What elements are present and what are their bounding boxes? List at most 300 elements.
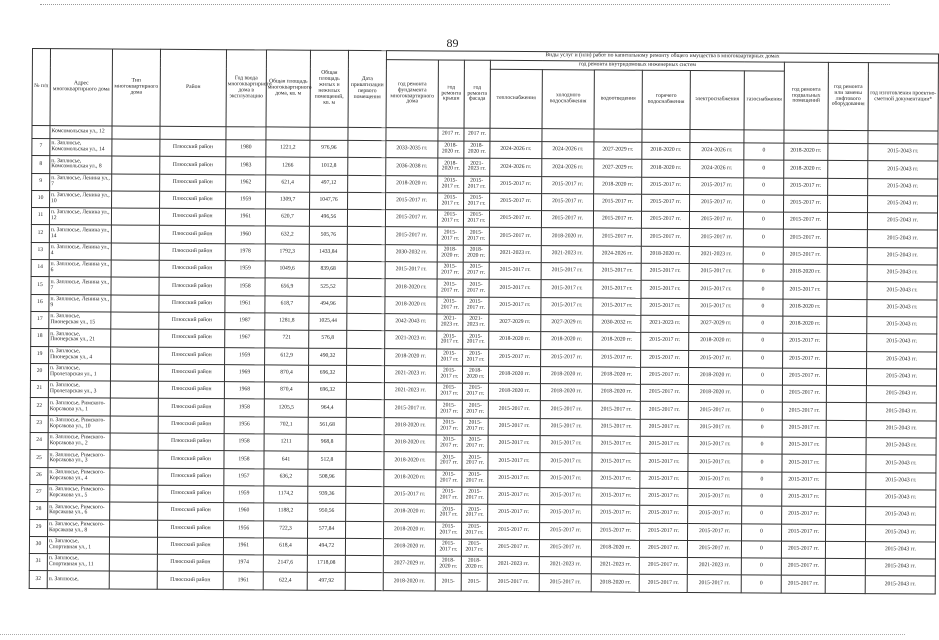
row-roof: 2015-2017 гг. [437,349,463,366]
row-roof: 2018-2020 гг. [435,556,461,573]
row-drainage: 2030-2032 гг. [593,315,641,333]
row-type [110,468,158,486]
row-heating: 2015-2017 гг. [489,262,541,280]
row-heating: 2027-2029 гг. [489,314,541,332]
row-year-built: 1958 [224,399,264,417]
row-facade: 2015-2017 гг. [461,539,487,556]
header-elevator: год ремонта или замены лифтового оборудования [828,62,868,130]
row-drainage: 2015-2017 гг. [592,522,640,540]
row-hot-water: 2015-2017 гг. [640,367,688,385]
row-type [111,312,159,330]
row-gas: 0 [741,558,781,576]
row-total-area: 612,9 [265,347,309,365]
row-elevator [827,213,867,231]
row-heating: 2015-2017 гг. [488,487,540,505]
row-year-built: 1974 [223,555,263,573]
row-roof: 2015-2017 гг. [436,383,462,400]
row-elevator [827,334,867,352]
row-cold-water: 2024-2026 гг. [542,159,594,177]
row-basement [784,130,828,143]
row-elevator [826,507,866,525]
row-district: Плюсский район [157,537,223,555]
row-facade: 2018-2020 гг. [461,556,487,573]
row-year-built: 1960 [224,503,264,521]
row-privatization [348,140,386,158]
row-year-built: 1980 [226,140,266,158]
bottom-dotted-rule [0,634,905,635]
row-privatization [347,244,385,262]
row-total-area: 870,4 [264,365,308,383]
row-privatization [347,331,385,349]
row-drainage: 2018-2020 гг. [594,177,642,195]
row-number: 19 [31,346,49,363]
row-drainage: 2015-2017 гг. [592,505,640,523]
row-drainage: 2015-2017 гг. [592,488,640,506]
row-elevator [828,178,868,196]
row-hot-water: 2015-2017 гг. [641,298,689,316]
row-hot-water: 2021-2023 гг. [641,315,689,333]
row-heating: 2015-2017 гг. [488,470,540,488]
row-basement: 2015-2017 гг. [783,333,827,351]
row-cold-water: 2018-2020 гг. [541,332,593,350]
row-gas: 0 [743,264,783,282]
row-number: 31 [29,554,47,571]
row-docs: 2015-2043 гг. [865,576,935,594]
row-number: 12 [31,225,49,242]
row-electric: 2015-2017 гг. [688,402,742,420]
row-cold-water: 2015-2017 гг. [541,280,593,298]
row-district: Плюсский район [160,174,226,192]
row-type [111,260,159,278]
row-hot-water: 2015-2017 гг. [641,229,689,247]
row-address: п. Заплюсье, Пионерская ул., 4 [49,346,111,364]
row-district: Плюсский район [158,416,224,434]
row-hot-water: 2015-2017 гг. [640,505,688,523]
row-electric: 2015-2017 гг. [689,350,743,368]
row-hot-water: 2018-2020 гг. [642,160,690,178]
row-electric: 2015-2017 гг. [688,471,742,489]
row-drainage: 2021-2023 гг. [591,557,639,575]
header-hot-water: горячего водоснабжения [642,70,690,129]
row-cold-water: 2015-2017 гг. [539,539,591,557]
header-roof: год ремонта крыши [438,60,464,128]
row-hot-water: 2015-2017 гг. [641,211,689,229]
row-living-area: 839,68 [309,261,347,279]
row-cold-water: 2015-2017 гг. [540,418,592,436]
row-district: Плюсский район [158,503,224,521]
header-docs: год изготовления проектно-сметной документации* [868,63,938,131]
row-drainage: 2018-2020 гг. [591,574,639,592]
row-number: 15 [31,277,49,294]
row-basement: 2015-2017 гг. [782,420,826,438]
row-privatization [347,296,385,314]
row-facade: 2015-2017 гг. [462,383,488,400]
row-elevator [826,403,866,421]
row-foundation: 2015-2017 гг. [384,487,436,505]
row-privatization [345,556,383,574]
row-roof: 2015-2017 гг. [436,435,462,452]
row-year-built: 1987 [225,313,265,331]
row-number: 9 [32,173,50,190]
row-elevator [827,316,867,334]
row-basement: 2018-2020 гг. [783,264,827,282]
row-gas: 0 [741,541,781,559]
row-living-area: 1433,84 [309,244,347,262]
row-cold-water: 2024-2026 гг. [542,142,594,160]
row-district: Плюсский район [157,572,223,590]
row-type [112,156,160,174]
header-drainage: водоотведения [594,70,642,129]
row-foundation: 2018-2020 гг. [385,296,437,314]
row-cold-water: 2015-2017 гг. [539,574,591,592]
row-address: п. Заплюсье, Ленина ул., 7 [49,277,111,295]
row-type [110,364,158,382]
row-electric: 2015-2017 гг. [688,506,742,524]
row-basement: 2015-2017 гг. [783,351,827,369]
row-district [160,126,226,139]
row-electric: 2018-2020 гг. [688,385,742,403]
row-total-area: 632,2 [265,226,309,244]
row-hot-water: 2015-2017 гг. [640,402,688,420]
row-gas: 0 [742,437,782,455]
row-total-area: 656,9 [265,278,309,296]
row-electric: 2015-2017 гг. [689,298,743,316]
row-total-area: 721 [265,330,309,348]
row-roof: 2015-2017 гг. [437,227,463,244]
row-cold-water: 2015-2017 гг. [540,488,592,506]
row-roof: 2017 гг. [438,128,464,141]
row-total-area: 1266 [266,157,310,175]
row-living-area: 1012,8 [310,157,348,175]
row-heating: 2015-2017 гг. [489,210,541,228]
row-cold-water: 2015-2017 гг. [541,263,593,281]
row-district: Плюсский район [160,191,226,209]
header-num: № п/п [32,49,50,126]
row-number: 29 [30,519,48,536]
row-number: 23 [30,415,48,432]
row-facade: 2015-2017 гг. [463,280,489,297]
row-hot-water: 2015-2017 гг. [639,540,687,558]
row-heating: 2015-2017 гг. [488,453,540,471]
row-gas: 0 [743,281,783,299]
row-elevator [828,130,868,143]
row-elevator [825,558,865,576]
row-living-area: 939,36 [308,486,346,504]
row-foundation: 2018-2020 гг. [384,521,436,539]
row-foundation: 2018-2020 гг. [384,435,436,453]
row-type [112,191,160,209]
row-hot-water [642,129,690,142]
row-foundation: 2018-2020 гг. [383,538,435,556]
row-docs: 2015-2043 гг. [866,507,936,525]
row-living-area: 496,56 [309,209,347,227]
row-heating: 2024-2026 гг. [490,159,542,177]
row-living-area: 576,8 [309,330,347,348]
row-total-area: 618,7 [265,296,309,314]
row-foundation: 2033-2035 гг. [386,141,438,159]
row-elevator [826,437,866,455]
row-drainage: 2027-2029 гг. [594,142,642,160]
row-facade: 2015-2017 гг. [462,470,488,487]
row-address: п. Заплюсье, Римского-Корсакова ул., 4 [48,467,110,485]
row-cold-water: 2015-2017 гг. [540,505,592,523]
row-total-area [266,127,310,140]
row-privatization [348,192,386,210]
row-hot-water: 2015-2017 гг. [640,419,688,437]
row-facade: 2015-2017 гг. [463,228,489,245]
row-hot-water: 2018-2020 гг. [641,246,689,264]
row-docs: 2015-2043 гг. [866,455,936,473]
row-heating: 2015-2017 гг. [490,176,542,194]
row-basement: 2015-2017 гг. [782,403,826,421]
row-address: п. Заплюсье, Комсомольская ул., 8 [50,156,112,174]
row-privatization [345,573,383,591]
row-privatization [346,383,384,401]
row-address: п. Заплюсье, Римского-Корсакова ул., 8 [48,519,110,537]
row-address: п. Заплюсье, Пролетарская ул., 3 [48,381,110,399]
row-facade: 2015-2017 гг. [463,331,489,348]
row-year-built: 1969 [224,365,264,383]
row-docs: 2015-2043 гг. [867,265,937,283]
row-hot-water: 2015-2017 гг. [641,332,689,350]
row-cold-water: 2015-2017 гг. [540,401,592,419]
row-address: п. Заплюсье, Спортивная ул., 11 [47,554,109,572]
row-drainage: 2015-2017 гг. [593,228,641,246]
row-total-area: 870,4 [264,382,308,400]
row-electric: 2024-2026 гг. [690,143,744,161]
row-year-built: 1967 [225,330,265,348]
row-roof: 2015-2017 гг. [438,193,464,210]
row-heating: 2015-2017 гг. [489,297,541,315]
row-living-area: 696,32 [308,382,346,400]
row-total-area: 1211 [264,434,308,452]
row-electric: 2015-2017 гг. [687,540,741,558]
row-electric [690,130,744,143]
row-gas: 0 [741,575,781,593]
row-type [111,243,159,261]
row-hot-water: 2015-2017 гг. [640,471,688,489]
repair-schedule-table [29,48,939,594]
row-total-area: 621,4 [266,175,310,193]
row-foundation: 2015-2017 гг. [385,227,437,245]
row-basement: 2015-2017 гг. [784,195,828,213]
row-docs: 2015-2043 гг. [868,161,938,179]
row-total-area: 620,7 [265,209,309,227]
row-electric: 2015-2017 гг. [689,281,743,299]
row-type [110,520,158,538]
row-district: Плюсский район [158,433,224,451]
row-heating: 2018-2020 гг. [489,332,541,350]
row-year-built: 1961 [225,295,265,313]
row-hot-water: 2015-2017 гг. [642,177,690,195]
row-foundation: 2018-2020 гг. [384,417,436,435]
row-electric: 2021-2023 гг. [687,558,741,576]
row-docs: 2015-2043 гг. [867,317,937,335]
row-cold-water: 2015-2017 гг. [540,522,592,540]
row-district: Плюсский район [160,139,226,157]
row-drainage: 2015-2017 гг. [593,280,641,298]
row-total-area: 2147,6 [263,555,307,573]
row-drainage: 2015-2017 гг. [592,401,640,419]
row-number: 28 [30,502,48,519]
row-facade: 2015-2017 гг. [462,401,488,418]
row-total-area: 641 [264,451,308,469]
row-total-area: 702,1 [264,417,308,435]
row-gas: 0 [744,160,784,178]
row-year-built: 1958 [224,434,264,452]
row-facade: 2015- [461,574,487,591]
row-docs [868,131,938,144]
row-basement: 2015-2017 гг. [783,230,827,248]
row-type [112,139,160,157]
row-address: п. Заплюсье, Римского-Корсакова ул., 1 [48,398,110,416]
row-elevator [826,524,866,542]
row-type [109,537,157,555]
row-basement: 2015-2017 гг. [783,247,827,265]
row-address: п. Заплюсье, Римского-Корсакова ул., 2 [48,433,110,451]
row-cold-water: 2015-2017 гг. [541,297,593,315]
row-living-area: 577,84 [308,521,346,539]
row-address: п. Заплюсье, Римского-Корсакова ул., 3 [48,450,110,468]
row-year-built: 1956 [224,520,264,538]
row-living-area: 508,96 [308,469,346,487]
row-number: 27 [30,484,48,501]
row-foundation: 2018-2020 гг. [384,469,436,487]
row-type [109,554,157,572]
row-year-built: 1978 [225,243,265,261]
top-dotted-rule [40,4,890,5]
row-privatization [347,227,385,245]
row-basement: 2015-2017 гг. [782,506,826,524]
row-drainage: 2015-2017 гг. [593,263,641,281]
row-hot-water: 2015-2017 гг. [641,350,689,368]
row-district: Плюсский район [158,451,224,469]
row-district: Плюсский район [157,554,223,572]
row-year-built: 1958 [224,451,264,469]
row-foundation: 2015-2017 гг. [384,400,436,418]
row-number: 20 [30,363,48,380]
row-electric: 2015-2017 гг. [689,264,743,282]
row-type [110,433,158,451]
row-foundation: 2018-2020 гг. [384,504,436,522]
row-address: п. Заплюсье, [47,571,109,589]
row-district: Плюсский район [158,485,224,503]
header-gas: газоснабжения [744,71,784,130]
row-drainage: 2015-2017 гг. [593,349,641,367]
row-drainage: 2015-2017 гг. [592,471,640,489]
row-district: Плюсский район [158,520,224,538]
row-elevator [827,351,867,369]
row-total-area: 722,3 [264,520,308,538]
row-roof: 2018-2020 гг. [438,141,464,158]
row-elevator [827,282,867,300]
row-privatization [346,504,384,522]
row-foundation: 2018-2020 гг. [386,175,438,193]
row-hot-water: 2018-2020 гг. [642,142,690,160]
row-electric: 2015-2017 гг. [690,177,744,195]
row-docs: 2015-2043 гг. [866,403,936,421]
row-roof: 2015-2017 гг. [436,522,462,539]
header-total-area: Общая площадь многоквартирного дома, кв. м [266,50,310,127]
row-heating: 2015-2017 гг. [489,280,541,298]
row-gas: 0 [742,402,782,420]
row-drainage: 2015-2017 гг. [592,436,640,454]
row-elevator [827,247,867,265]
row-facade: 2017 гг. [464,128,490,141]
row-hot-water: 2015-2017 гг. [639,575,687,593]
row-privatization [347,262,385,280]
row-privatization [347,348,385,366]
row-gas: 0 [743,212,783,230]
row-number: 14 [31,260,49,277]
row-district: Плюсский район [158,364,224,382]
row-basement: 2018-2020 гг. [784,143,828,161]
row-facade: 2015-2017 гг. [462,418,488,435]
row-electric: 2015-2017 гг. [688,419,742,437]
row-district: Плюсский район [159,312,225,330]
row-type [111,347,159,365]
row-hot-water: 2015-2017 гг. [641,263,689,281]
row-year-built [226,127,266,140]
row-basement: 2015-2017 гг. [783,281,827,299]
row-heating: 2021-2023 гг. [489,245,541,263]
row-address: п. Заплюсье, Ленина ул., 14 [49,225,111,243]
row-gas: 0 [742,385,782,403]
row-cold-water: 2015-2017 гг. [540,436,592,454]
row-heating: 2015-2017 гг. [488,505,540,523]
row-docs: 2015-2043 гг. [866,420,936,438]
row-basement: 2015-2017 гг. [781,576,825,594]
row-living-area: 494,72 [307,538,345,556]
row-hot-water: 2015-2017 гг. [639,557,687,575]
row-gas: 0 [742,368,782,386]
row-cold-water: 2021-2023 гг. [539,557,591,575]
row-facade: 2015-2017 гг. [462,452,488,469]
row-living-area: 494,96 [309,296,347,314]
row-gas: 0 [744,195,784,213]
row-gas: 0 [742,471,782,489]
row-hot-water: 2015-2017 гг. [641,281,689,299]
row-gas: 0 [743,229,783,247]
row-foundation: 2015-2017 гг. [385,210,437,228]
row-address: п. Заплюсье, Пионерская ул., 21 [49,329,111,347]
row-drainage: 2018-2020 гг. [593,332,641,350]
row-total-area: 1049,6 [265,261,309,279]
row-privatization [346,469,384,487]
row-basement: 2018-2020 гг. [783,316,827,334]
row-facade: 2015-2017 гг. [464,176,490,193]
row-address: п. Заплюсье, Римского-Корсакова ул., 6 [48,502,110,520]
row-foundation: 2027-2029 гг. [383,556,435,574]
header-type: Тип многоквартирного дома [112,49,160,126]
row-heating: 2015-2017 гг. [487,574,539,592]
row-district: Плюсский район [159,278,225,296]
row-living-area: 497,92 [307,573,345,591]
row-address: п. Заплюсье, Ленина ул., 6 [49,260,111,278]
row-address: п. Заплюсье, Ленина ул., 4 [49,242,111,260]
row-elevator [826,368,866,386]
row-drainage: 2018-2020 гг. [591,540,639,558]
row-docs: 2015-2043 гг. [867,299,937,317]
row-drainage: 2015-2017 гг. [592,419,640,437]
row-docs: 2015-2043 гг. [865,559,935,577]
row-gas: 0 [742,489,782,507]
row-basement: 2015-2017 гг. [782,368,826,386]
row-cold-water: 2018-2020 гг. [541,228,593,246]
row-basement: 2015-2017 гг. [781,558,825,576]
row-docs: 2015-2043 гг. [866,524,936,542]
row-type [110,502,158,520]
